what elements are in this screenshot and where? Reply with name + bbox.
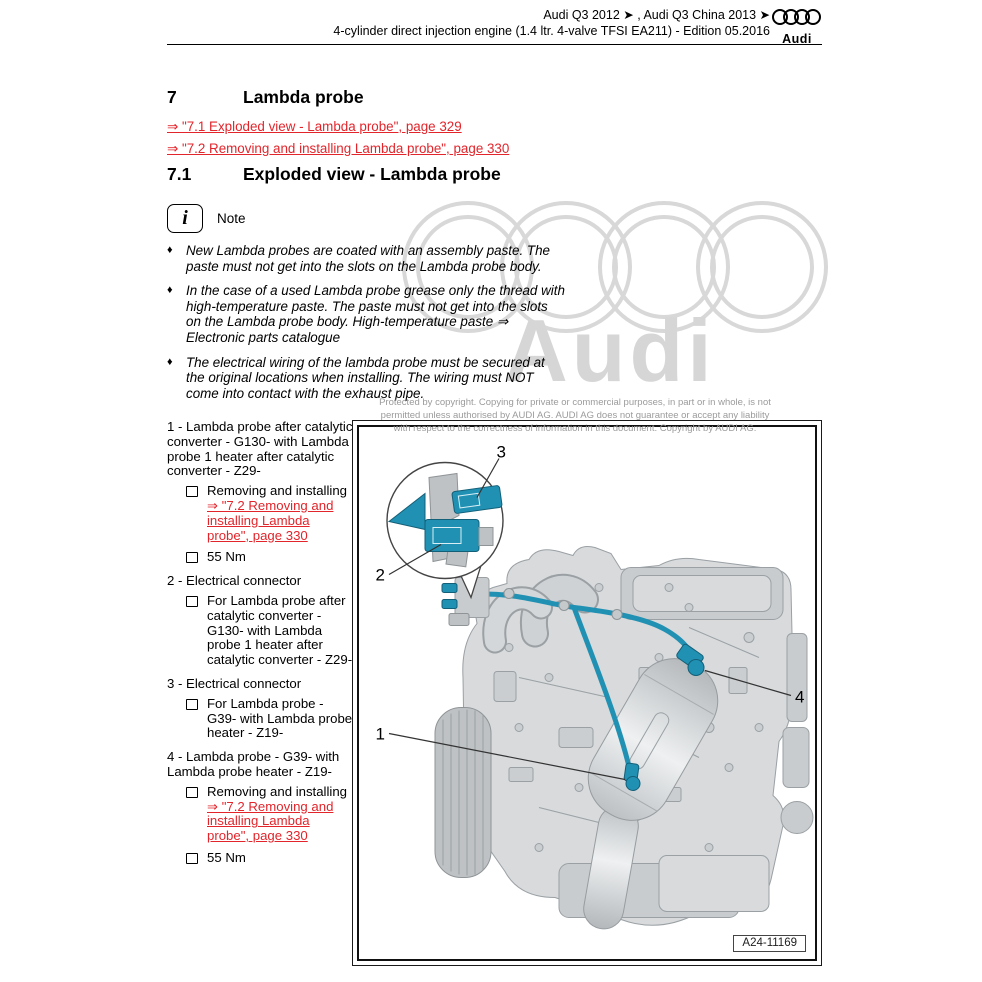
note-bullet <box>167 243 565 274</box>
page-header <box>333 7 770 39</box>
part-sub-plain-text: 55 Nm <box>207 549 246 565</box>
part-sub-text <box>207 550 355 565</box>
part-title: 2 - Electrical connector <box>167 573 302 589</box>
note-bullet-text: New Lambda probes are coated with an assembly paste. The paste must not get into the slots on the Lambda probe body. <box>186 243 550 274</box>
part-sub-text <box>207 697 355 741</box>
diamond-bullet-icon: ♦ <box>167 244 173 256</box>
part-item <box>167 750 355 866</box>
checkbox-icon <box>186 699 198 710</box>
audi-wordmark-watermark: Audi <box>504 301 716 400</box>
part-title: 4 - Lambda probe - G39- with Lambda probe heater - Z19- <box>167 749 340 779</box>
parts-list <box>167 420 355 875</box>
part-sub-row <box>186 851 355 866</box>
subsection-title: Exploded view - Lambda probe <box>243 164 501 184</box>
note-header <box>167 204 246 233</box>
note-bullet-text: The electrical wiring of the lambda probe must be secured at the original locations when installing. The wiring must NOT come into contact with the exhaust pipe. <box>186 354 545 401</box>
figure-code-badge: A24-11169 <box>733 935 806 952</box>
section-heading <box>167 87 364 108</box>
header-rule <box>167 44 822 45</box>
part-sub-plain-text: For Lambda probe after catalytic converter - G130- with Lambda probe 1 heater after catalytic converter - Z29- <box>207 592 353 668</box>
note-bullet <box>167 355 565 402</box>
section-number: 7 <box>167 87 177 107</box>
toc-link-removing-installing[interactable]: ⇒ "7.2 Removing and installing Lambda probe", page 330 <box>167 141 510 156</box>
note-bullet-list <box>167 243 565 410</box>
cross-reference-link[interactable]: ⇒ "7.2 Removing and installing Lambda probe", page 330 <box>207 798 334 844</box>
part-sub-plain-text: Removing and installing <box>207 483 348 499</box>
part-item <box>167 677 355 741</box>
subsection-heading <box>167 164 501 185</box>
lambda-probe-1-highlight <box>624 763 640 791</box>
figure-inner-frame <box>357 425 817 961</box>
part-sub-text <box>207 594 355 668</box>
part-label-2: 2 <box>375 565 385 585</box>
info-icon: i <box>167 204 203 233</box>
toc-link-exploded-view[interactable]: ⇒ "7.1 Exploded view - Lambda probe", page 329 <box>167 119 462 134</box>
part-sub-row <box>186 697 355 741</box>
section-title: Lambda probe <box>243 87 364 107</box>
diamond-bullet-icon: ♦ <box>167 284 173 297</box>
note-bullet-text: In the case of a used Lambda probe grease only the thread with high-temperature paste. The paste must not get into the slots on the Lambda probe body. High-temperature paste ⇒ Electronic parts catalogue <box>186 283 565 345</box>
part-sub-row <box>186 484 355 543</box>
engine-illustration <box>359 427 815 959</box>
part-label-4: 4 <box>795 687 805 707</box>
diamond-bullet-icon: ♦ <box>167 355 173 368</box>
checkbox-icon <box>186 596 198 607</box>
checkbox-icon <box>186 552 198 563</box>
part-sub-plain-text: Removing and installing <box>207 783 348 799</box>
cross-reference-link[interactable]: ⇒ "7.2 Removing and installing Lambda probe", page 330 <box>207 497 334 543</box>
part-title: 1 - Lambda probe after catalytic converter - G130- with Lambda probe 1 heater after catalytic converter - Z29- <box>167 419 353 479</box>
audi-brand-text: Audi <box>782 32 812 46</box>
note-bullet <box>167 283 565 345</box>
part-sub-row <box>186 550 355 565</box>
figure-frame <box>352 420 822 966</box>
part-label-1: 1 <box>375 724 385 744</box>
part-title: 3 - Electrical connector <box>167 675 302 691</box>
part-sub-plain-text: 55 Nm <box>207 849 246 865</box>
copyright-line: permitted unless authorised by AUDI AG. AUDI AG does not guarantee or accept any liability <box>380 410 770 422</box>
part-label-3: 3 <box>496 442 506 462</box>
checkbox-icon <box>186 486 198 497</box>
part-sub-row <box>186 594 355 668</box>
checkbox-icon <box>186 787 198 798</box>
copyright-line: Protected by copyright. Copying for private or commercial purposes, in part or in whole, is not <box>379 397 771 408</box>
note-label: Note <box>217 211 246 226</box>
part-sub-text <box>207 785 355 844</box>
copyright-line: with respect to the correctness of information in this document. Copyright by AUDI AG. <box>393 423 757 435</box>
checkbox-icon <box>186 853 198 864</box>
header-engine-edition: 4-cylinder direct injection engine (1.4 ltr. 4-valve TFSI EA211) - Edition 05.2016 <box>333 24 770 38</box>
part-sub-plain-text: For Lambda probe - G39- with Lambda probe heater - Z19- <box>207 695 353 741</box>
part-item <box>167 574 355 668</box>
part-sub-row <box>186 785 355 844</box>
audi-rings-icon <box>772 6 822 28</box>
subsection-number: 7.1 <box>167 164 192 184</box>
part-item <box>167 420 355 565</box>
audi-logo <box>772 6 822 46</box>
header-models: Audi Q3 2012 ➤ , Audi Q3 China 2013 ➤ <box>543 8 770 22</box>
part-sub-text <box>207 484 355 543</box>
part-sub-text <box>207 851 355 866</box>
